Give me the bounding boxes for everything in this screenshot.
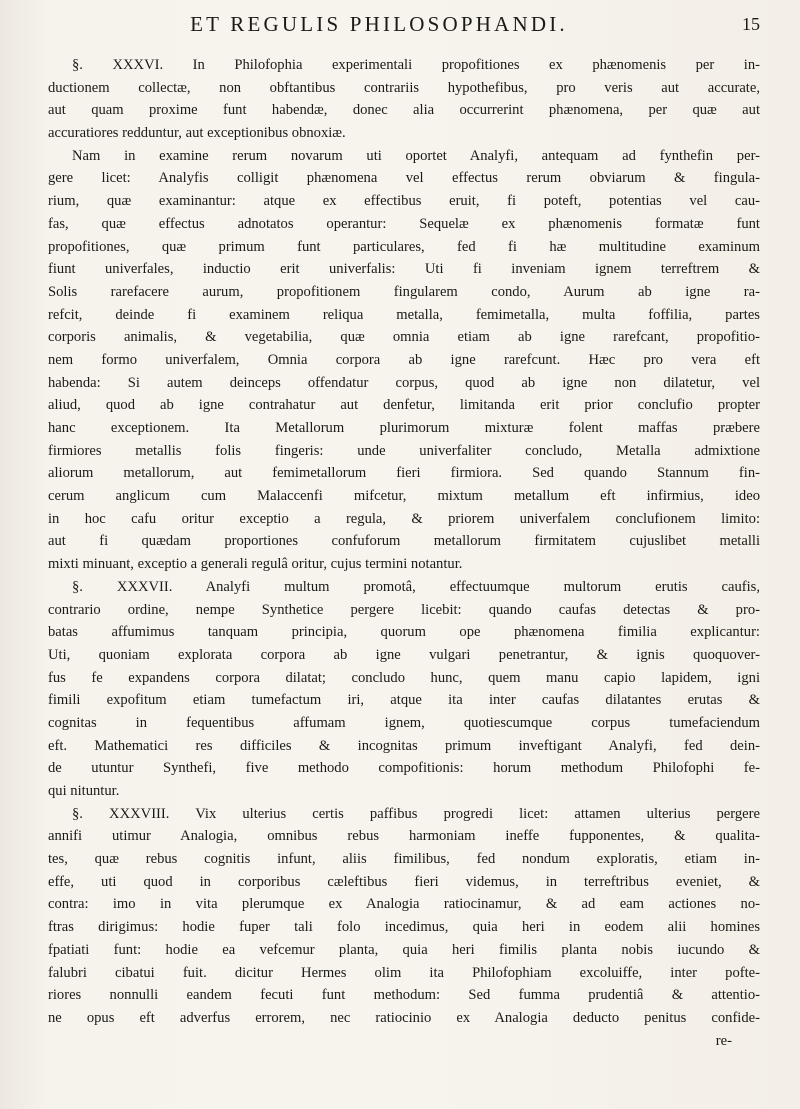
- text-line: habenda: Si autem deinceps offendatur corpus, quod ab igne non dilatetur, vel: [48, 374, 760, 391]
- text-line: batas affumimus tanquam principia, quorum ope phænomena fimilia explicantur:: [48, 624, 760, 641]
- text-line: de utuntur Synthefi, five methodo compofitionis: horum methodum Philofophi fe-: [48, 760, 760, 777]
- text-line: fpatiati funt: hodie ea vefcemur planta, quia heri fimilis planta nobis iucundo &: [48, 941, 760, 958]
- text-line: gere licet: Analyfis colligit phænomena vel effectus rerum obviarum & fingula-: [48, 170, 760, 187]
- text-line: fimili expofitum etiam tumefactum iri, atque ita inter caufas dilatantes erutas &: [48, 692, 760, 709]
- text-line: tes, quæ rebus cognitis infunt, aliis fimilibus, fed nondum exploratis, etiam in-: [48, 851, 760, 868]
- text-line: corporis animalis, & vegetabilia, quæ omnia etiam ab igne rarefcant, propofitio-: [48, 329, 760, 346]
- text-line: §. XXXVI. In Philofophia experimentali propofitiones ex phænomenis per in-: [72, 57, 760, 73]
- text-line: effe, uti quod in corporibus cæleftibus fieri videmus, in terreftribus eveniet, &: [48, 873, 760, 890]
- text-line: Uti, quoniam explorata corpora ab igne vulgari penetrantur, & ignis quoquover-: [48, 646, 760, 663]
- text-line: cerum anglicum cum Malaccenfi mifcetur, mixtum metallum eft infirmius, ideo: [48, 488, 760, 505]
- text-line: fus fe expandens corpora dilatat; concludo hunc, quem manu capio lapidem, igni: [48, 669, 760, 686]
- text-line: aut fi quædam proportiones confuforum metallorum firmitatem cujuslibet metalli: [48, 533, 760, 550]
- text-line: eft. Mathematici res difficiles & incognitas primum inveftigant Analyfi, fed dein-: [48, 737, 760, 754]
- text-line: qui nituntur.: [48, 783, 120, 799]
- text-line: hanc exceptionem. Ita Metallorum plurimorum mixturæ folent maffas præbere: [48, 420, 760, 436]
- text-line: nem formo univerfalem, Omnia corpora ab igne rarefcunt. Hæc pro vera eft: [48, 351, 760, 368]
- catchword: re-: [715, 1032, 732, 1049]
- text-line: fas, quæ effectus adnotatos operantur: Sequelæ ex phænomenis formatæ funt: [48, 215, 760, 232]
- text-line: firmiores metallis folis fingeris: unde univerfaliter concludo, Metalla admixtione: [48, 442, 760, 459]
- text-line: fiunt univerfales, inductio erit univerfalis: Uti fi inveniam ignem terreftrem &: [48, 261, 760, 278]
- text-line: contrario ordine, nempe Synthetice pergere licebit: quando caufas detectas & pro-: [48, 601, 760, 618]
- text-line: aliorum metallorum, aut femimetallorum fieri firmiora. Sed quando Stannum fin-: [48, 465, 760, 482]
- text-line: riores nonnulli eandem fecuti funt methodum: Sed fumma prudentiâ & attentio-: [48, 987, 760, 1004]
- text-line: §. XXXVIII. Vix ulterius certis paffibus progredi licet: attamen ulterius pergere: [72, 805, 760, 822]
- running-head: ET REGULIS PHILOSOPHANDI.: [190, 12, 568, 36]
- text-line: §. XXXVII. Analyfi multum promotâ, effectuumque multorum erutis caufis,: [72, 578, 760, 595]
- text-line: in hoc cafu oritur exceptio a regula, & priorem univerfalem conclufionem limito:: [48, 510, 760, 527]
- text-line: mixti minuant, exceptio a generali regulâ oritur, cujus termini notantur.: [48, 556, 463, 573]
- text-line: ftras dirigimus: hodie fuper tali folo incedimus, quia heri in eodem alii homines: [48, 919, 760, 936]
- text-body: [48, 54, 760, 1052]
- text-line: Nam in examine rerum novarum uti oportet Analyfi, antequam ad fynthefin per-: [72, 147, 760, 164]
- text-line: falubri cibatui fuit. dicitur Hermes olim ita Philofophiam excoluiffe, inter pofte-: [48, 964, 760, 981]
- text-line: contra: imo in vita plerumque ex Analogia ratiocinamur, & ad eam actiones no-: [48, 896, 760, 913]
- text-line: refcit, deinde fi examinem reliqua metalla, femimetalla, multa foffilia, partes: [48, 306, 760, 323]
- text-line: ne opus eft adverfus errorem, nec ratiocinio ex Analogia deducto penitus confide-: [48, 1009, 760, 1026]
- text-line: annifi utimur Analogia, omnibus rebus harmoniam ineffe fupponentes, & qualita-: [48, 828, 760, 845]
- text-line: rium, quæ examinantur: atque ex effectibus eruit, fi poteft, potentias vel cau-: [48, 193, 760, 210]
- page-number: 15: [742, 14, 760, 34]
- text-line: Solis rarefacere aurum, propofitionem fingularem condo, Aurum ab igne ra-: [48, 283, 760, 300]
- page-header: [48, 12, 760, 44]
- text-line: accuratiores redduntur, aut exceptionibus obnoxiæ.: [48, 125, 346, 142]
- text-line: propofitiones, quæ primum funt particulares, fed fi hæ multitudine examinum: [48, 238, 760, 255]
- text-line: cognitas in fequentibus affumam ignem, quotiescumque corpus tumefaciendum: [48, 714, 760, 731]
- text-line: ductionem collectæ, non obftantibus contrariis hypothefibus, pro veris aut accurate,: [48, 79, 760, 96]
- text-line: aut quam proxime funt habendæ, donec alia occurrerint phænomena, per quæ aut: [48, 102, 760, 119]
- text-line: aliud, quod ab igne contrahatur aut denfetur, limitanda erit prior conclufio propter: [48, 397, 760, 414]
